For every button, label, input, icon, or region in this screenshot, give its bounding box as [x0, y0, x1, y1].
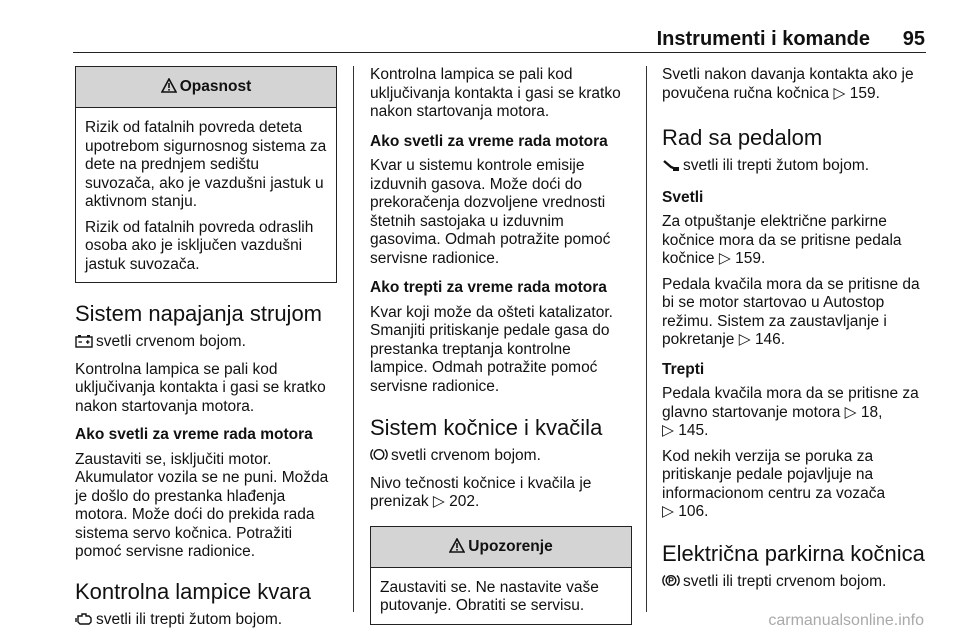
- pedal-text-2: Za otpuštanje električne parkirne kočnice mora da se pritisne pedala kočnice ▷ 159.: [662, 213, 902, 267]
- header-rule: [73, 52, 926, 53]
- page-ref-icon: ▷: [432, 493, 445, 510]
- page-number: 95: [902, 28, 925, 50]
- pedal-text-3: Pedala kvačila mora da se pritisne da bi se motor startovao u Autostop režimu. Sistem za zaustavljanje i pokretanje ▷ 146.: [662, 275, 920, 348]
- heading-malfunction-lamp: Kontrolna lampice kvara: [75, 578, 312, 604]
- col2-text-1: Kontrolna lampica se pali kod uključivanja kontakta i gasi se kratko nakon startovanja motora.: [370, 66, 621, 120]
- danger-box: [75, 66, 337, 283]
- warning-text: Zaustaviti se. Ne nastavite vaše putovanje. Obratiti se servisu.: [380, 578, 599, 614]
- danger-text-2: Rizik od fatalnih povreda odraslih osoba ako je isključen vazdušni jastuk suvozača.: [85, 218, 314, 273]
- column-2: [370, 66, 632, 625]
- page-ref-icon: ▷: [662, 503, 674, 520]
- heading-brake-clutch: Sistem kočnice i kvačila: [370, 415, 603, 440]
- column-divider-1: [353, 66, 354, 612]
- pedal-lamp-text: svetli ili trepti žutom bojom.: [662, 157, 927, 178]
- pedal-icon: [662, 158, 680, 178]
- page-ref-icon: ▷: [718, 250, 731, 267]
- col2-text-2: Kvar u sistemu kontrole emisije izduvnih gasova. Može doći do prekoračenja dozvoljene vrednosti štetnih sastojaka u izduvnim gasovima. Odmah potražite pomoć servisne radionice.: [370, 157, 611, 267]
- warning-box-header: [371, 527, 631, 568]
- charging-text-3: Zaustaviti se, isključiti motor. Akumulator vozila se ne puni. Možda je došlo do prestanka hlađenja motora. Može doći do prekida rada sistema servo kočnica. Potražiti pomoć servisne radionice.: [75, 450, 329, 560]
- subheading-charging-running: Ako svetli za vreme rada motora: [75, 426, 313, 443]
- heading-electric-parking-brake: Električna parkirna kočnica: [662, 540, 925, 566]
- brake-text-2: Nivo tečnosti kočnice i kvačila je prenizak ▷ 202.: [370, 474, 592, 510]
- pedal-text-5: Kod nekih verzija se poruka za pritiskanje pedale pojavljuje na informacionom centru za vozača ▷ 106.: [662, 447, 886, 520]
- brake-lamp-text: svetli crvenom bojom.: [370, 447, 632, 468]
- column-divider-2: [646, 66, 647, 612]
- battery-icon: [75, 334, 93, 354]
- brake-circle-icon: [370, 447, 388, 468]
- danger-text-1: Rizik od fatalnih povreda deteta upotrebom sigurnosnog sistema za dete na prednjem sedištu suvozača, ako je vazdušni jastuk u aktivnom stanju.: [85, 119, 327, 210]
- page-header-title: Instrumenti i komande: [656, 28, 870, 50]
- page-ref-icon: ▷: [833, 84, 846, 102]
- warning-triangle-icon: [161, 69, 177, 109]
- column-3: [662, 66, 927, 600]
- col3-text-1: Svetli nakon davanja kontakta ako je povučena ručna kočnica ▷ 159.: [662, 66, 914, 102]
- danger-box-title: Opasnost: [179, 78, 252, 95]
- subheading-pedal-flashing: Trepti: [662, 360, 705, 378]
- subheading-pedal-lit: Svetli: [662, 188, 704, 206]
- danger-box-header: [76, 67, 336, 108]
- malfunction-lamp-text: svetli ili trepti žutom bojom.: [75, 611, 337, 632]
- page-ref-icon: ▷: [738, 331, 751, 348]
- page-ref-icon: ▷: [662, 422, 674, 439]
- engine-icon: [75, 612, 93, 632]
- page-ref-icon: ▷: [844, 403, 857, 421]
- warning-box-title: Upozorenje: [468, 537, 553, 555]
- warning-triangle-icon: [449, 529, 465, 569]
- charging-lamp-text: svetli crvenom bojom.: [75, 333, 337, 354]
- charging-text-2: Kontrolna lampica se pali kod uključivanja kontakta i gasi se kratko nakon startovanja motora.: [75, 360, 326, 415]
- col2-text-3: Kvar koji može da ošteti katalizator. Smanjiti pritiskanje pedale gasa do prestanka treptanja kontrolne lampice. Odmah potražite pomoć servisne radionice.: [370, 303, 613, 395]
- parking-brake-icon: [662, 573, 680, 594]
- heading-charging-system: Sistem napajanja strujom: [75, 301, 323, 326]
- epb-lamp-text: svetli ili trepti crvenom bojom.: [662, 573, 927, 594]
- warning-box: [370, 526, 632, 625]
- heading-pedal-operation: Rad sa pedalom: [662, 125, 823, 150]
- subheading-mil-flashing: Ako trepti za vreme rada motora: [370, 279, 607, 296]
- watermark: carmanualsonline.info: [768, 612, 924, 629]
- pedal-text-4: Pedala kvačila mora da se pritisne za glavno startovanje motora ▷ 18, ▷ 145.: [662, 385, 919, 439]
- column-1: [75, 66, 337, 638]
- subheading-mil-lit: Ako svetli za vreme rada motora: [370, 132, 608, 150]
